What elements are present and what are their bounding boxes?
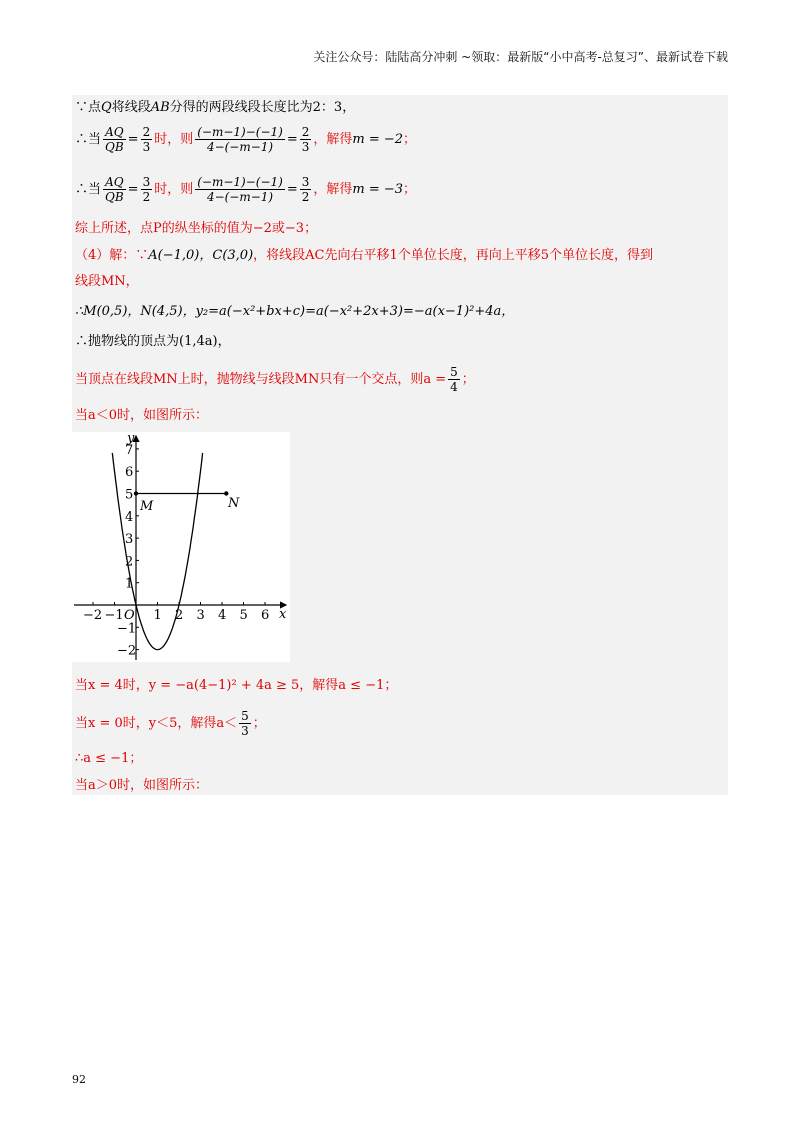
y-tick-label: −2 [117, 643, 137, 659]
text: = [286, 181, 298, 197]
page-header: 关注公众号：陆陆高分冲刺 ~领取：最新版“小中高考-总复习”、最新试卷下载 [313, 50, 728, 64]
fraction: $\frac{(-m-1)-(-1)}{4-(-m-1)}$ [197, 175, 283, 204]
text: 时，则 [154, 131, 194, 147]
line-a-positive: 当a＞0时，如图所示： [75, 778, 209, 793]
x-tick-label: −2 [83, 608, 103, 623]
line-coordinates: ∴M(0,5)，N(4,5)，y₂=a(−x²+bx+c)=a(−x²+2x+3)=−a(x−1)²+4a， [75, 304, 515, 319]
point-m [134, 491, 138, 495]
origin-label: O [124, 608, 135, 623]
y-tick-label: 7 [125, 442, 134, 458]
line-summary: 综上所述，点P的纵坐标的值为−2或−3； [75, 221, 318, 236]
text: ； [403, 181, 417, 197]
text: ∴当 [75, 181, 102, 197]
y-tick-label: 1 [125, 576, 134, 592]
fraction: $\frac{2}{3}$ [142, 125, 151, 154]
graph-svg [72, 432, 290, 662]
line-part4 [75, 247, 653, 265]
line-vertex: ∴抛物线的顶点为(1,4a)， [75, 334, 231, 349]
text: = [127, 131, 139, 147]
fraction: $\frac{2}{3}$ [301, 125, 310, 154]
line-x-equals-4: 当x = 4时，y = −a(4−1)² + 4a ≥ 5，解得a ≤ −1； [75, 678, 398, 693]
x-axis-label: x [279, 607, 287, 622]
line-case-2-3 [75, 125, 416, 154]
parabola-graph [72, 432, 290, 662]
y-axis-label: y [127, 432, 135, 446]
text: （4）解：∵ [75, 248, 149, 263]
line-x-equals-0 [75, 709, 266, 738]
text: AB [150, 100, 170, 115]
text: ； [461, 371, 475, 387]
text: ； [252, 715, 266, 731]
x-tick-label: 3 [196, 608, 205, 623]
y-tick-label: 3 [125, 532, 134, 548]
fraction: $\frac{3}{2}$ [142, 175, 151, 204]
fraction: $\frac{5}{3}$ [241, 709, 249, 738]
y-tick-label: 4 [125, 509, 134, 525]
x-tick-label: 1 [153, 608, 162, 623]
text: 当x = 0时，y＜5，解得a＜ [75, 715, 238, 731]
x-tick-label: 4 [218, 608, 227, 623]
text: ∴当 [75, 131, 102, 147]
text: ，解得 [313, 131, 353, 147]
line-case-3-2 [75, 175, 416, 204]
text: ，解得 [313, 181, 353, 197]
text: ∵点 [75, 100, 102, 115]
text: Q [101, 100, 112, 115]
y-tick-label: 2 [125, 554, 134, 570]
point-m-label: M [140, 499, 154, 514]
x-tick-label: 6 [261, 608, 270, 623]
fraction: $\frac{AQ}{QB}$ [105, 175, 124, 204]
y-tick-label: 5 [125, 487, 134, 503]
x-tick-label: 5 [239, 608, 248, 623]
text: 当顶点在线段MN上时，抛物线与线段MN只有一个交点，则a = [75, 371, 447, 387]
solution-block [72, 95, 728, 795]
text: = [286, 131, 298, 147]
page-number: 92 [72, 1073, 86, 1086]
y-tick-label: 6 [125, 465, 134, 481]
text: m = −3 [352, 181, 404, 197]
text: A(−1,0)，C(3,0) [148, 248, 254, 263]
text: m = −2 [352, 131, 404, 147]
text: ，将线段AC先向右平移1个单位长度，再向上平移5个单位长度，得到 [253, 248, 654, 263]
text: 将线段 [111, 100, 151, 115]
line-segment-mn: 线段MN， [75, 274, 139, 289]
fraction: $\frac{AQ}{QB}$ [105, 125, 124, 154]
line-result: ∴a ≤ −1； [75, 751, 143, 766]
text: ； [403, 131, 417, 147]
line-vertex-on-mn [75, 365, 475, 394]
fraction: $\frac{5}{4}$ [450, 365, 458, 394]
line-ratio [75, 99, 355, 117]
x-tick-label: −1 [104, 608, 124, 623]
fraction: $\frac{(-m-1)-(-1)}{4-(-m-1)}$ [197, 125, 283, 154]
line-a-negative: 当a＜0时，如图所示： [75, 408, 209, 423]
text: 时，则 [154, 181, 194, 197]
x-tick-label: 2 [175, 608, 184, 623]
y-tick-label: −1 [117, 621, 137, 637]
text: 分得的两段线段长度比为2：3， [169, 100, 356, 115]
fraction: $\frac{3}{2}$ [301, 175, 310, 204]
text: = [127, 181, 139, 197]
point-n-label: N [228, 496, 240, 511]
